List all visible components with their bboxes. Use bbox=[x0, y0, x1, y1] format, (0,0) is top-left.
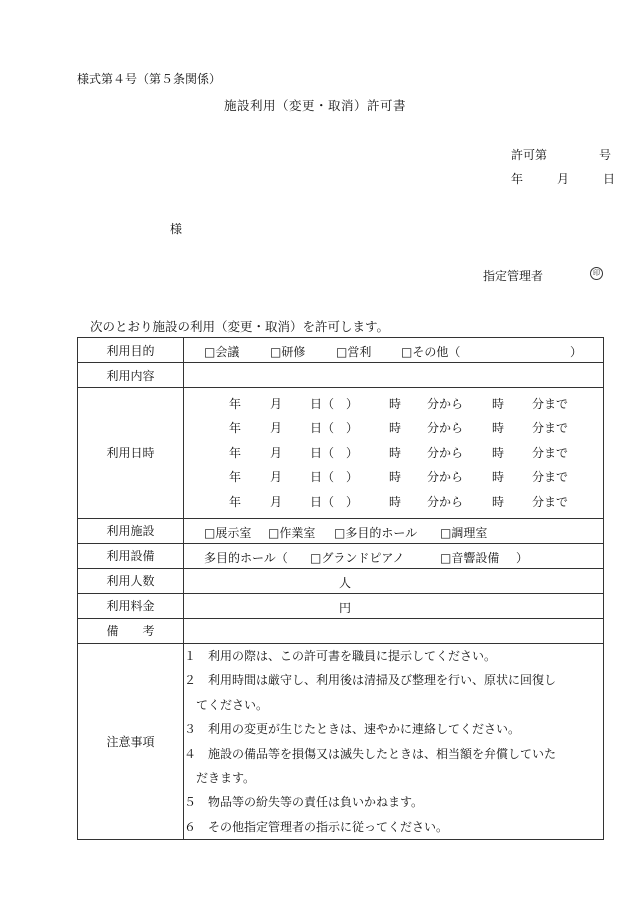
datetime-entry[interactable] bbox=[184, 392, 603, 416]
datetime-token: 時 bbox=[389, 397, 402, 411]
equipment-options bbox=[184, 543, 604, 568]
datetime-token: 年 bbox=[229, 421, 242, 436]
datetime-token: 月 bbox=[270, 470, 283, 485]
facility-option-cooking-room[interactable]: □調理室 bbox=[440, 525, 488, 540]
people-value[interactable] bbox=[184, 568, 604, 593]
content-value[interactable] bbox=[184, 363, 604, 388]
datetime-token: 時 bbox=[389, 470, 402, 485]
equipment-prefix: 多目的ホール（ bbox=[204, 550, 288, 565]
purpose-label: 利用目的 bbox=[78, 338, 184, 363]
permit-number-prefix: 許可第 bbox=[511, 148, 548, 162]
note-line: ６ その他指定管理者の指示に従ってください。 bbox=[184, 819, 449, 834]
datetime-entry[interactable] bbox=[184, 465, 603, 489]
purpose-other-close: ） bbox=[570, 345, 583, 359]
equipment-row bbox=[78, 543, 604, 568]
datetime-token: 分から bbox=[427, 494, 464, 509]
note-line: だきます。 bbox=[184, 770, 256, 785]
note-line: ２ 利用時間は厳守し、利用後は清掃及び整理を行い、原状に回復し bbox=[184, 673, 557, 688]
datetime-token: 日（ ） bbox=[310, 470, 359, 485]
fee-row bbox=[78, 593, 604, 618]
seal-mark-icon: 印 bbox=[590, 267, 603, 280]
day-label: 日 bbox=[603, 172, 616, 186]
facility-option-workroom[interactable]: □作業室 bbox=[268, 525, 316, 540]
facility-options bbox=[184, 518, 604, 543]
people-row bbox=[78, 568, 604, 593]
datetime-token: 年 bbox=[229, 470, 242, 485]
datetime-token: 分から bbox=[427, 470, 464, 485]
datetime-token: 分まで bbox=[532, 397, 569, 411]
datetime-token: 分まで bbox=[532, 421, 569, 436]
datetime-token: 年 bbox=[229, 445, 242, 460]
fee-value[interactable] bbox=[184, 593, 604, 618]
people-unit: 人 bbox=[339, 575, 352, 590]
datetime-token: 分から bbox=[427, 445, 464, 460]
purpose-option-commercial[interactable]: □営利 bbox=[336, 345, 372, 359]
note-line: ４ 施設の備品等を損傷又は滅失したときは、相当額を弁償していた bbox=[184, 746, 557, 761]
designated-manager-label: 指定管理者 bbox=[483, 269, 544, 283]
datetime-token: 日（ ） bbox=[310, 421, 359, 436]
datetime-token: 分まで bbox=[532, 494, 569, 509]
datetime-token: 月 bbox=[270, 421, 283, 436]
equipment-option-grand-piano[interactable]: □グランドピアノ bbox=[310, 550, 405, 565]
datetime-token: 分から bbox=[427, 421, 464, 436]
datetime-row bbox=[78, 388, 604, 519]
facility-row bbox=[78, 518, 604, 543]
issue-date-line bbox=[511, 170, 615, 187]
datetime-token: 月 bbox=[270, 397, 283, 411]
datetime-token: 日（ ） bbox=[310, 494, 359, 509]
note-line: ３ 利用の変更が生じたときは、速やかに連絡してください。 bbox=[184, 722, 521, 737]
datetime-token: 日（ ） bbox=[310, 445, 359, 460]
datetime-token: 月 bbox=[270, 494, 283, 509]
purpose-row bbox=[78, 338, 604, 363]
note-line: てください。 bbox=[184, 697, 269, 712]
year-label: 年 bbox=[511, 172, 524, 186]
intro-statement: 次のとおり施設の利用（変更・取消）を許可します。 bbox=[90, 319, 390, 334]
remarks-label: 備 考 bbox=[78, 618, 184, 643]
notes-label: 注意事項 bbox=[78, 643, 184, 839]
purpose-option-other[interactable]: □その他（ bbox=[401, 345, 461, 359]
datetime-entries[interactable] bbox=[184, 388, 604, 519]
notes-list bbox=[184, 643, 604, 839]
datetime-token: 時 bbox=[389, 494, 402, 509]
month-label: 月 bbox=[557, 172, 570, 186]
purpose-option-meeting[interactable]: □会議 bbox=[204, 345, 240, 359]
fee-unit: 円 bbox=[339, 600, 352, 615]
permit-number-suffix: 号 bbox=[599, 148, 612, 162]
fee-label: 利用料金 bbox=[78, 593, 184, 618]
note-line: ５ 物品等の紛失等の責任は負いかねます。 bbox=[184, 795, 424, 810]
equipment-option-sound-system[interactable]: □音響設備 bbox=[440, 550, 500, 565]
remarks-value[interactable] bbox=[184, 618, 604, 643]
datetime-token: 時 bbox=[389, 421, 402, 436]
purpose-option-training[interactable]: □研修 bbox=[270, 345, 306, 359]
purpose-options bbox=[184, 338, 604, 363]
datetime-token: 時 bbox=[492, 470, 505, 485]
content-label: 利用内容 bbox=[78, 363, 184, 388]
form-number: 様式第４号（第５条関係） bbox=[77, 72, 222, 86]
facility-label: 利用施設 bbox=[78, 518, 184, 543]
datetime-token: 時 bbox=[492, 445, 505, 460]
datetime-entry[interactable] bbox=[184, 416, 603, 440]
datetime-token: 時 bbox=[492, 397, 505, 411]
permit-number-line bbox=[511, 146, 611, 163]
datetime-token: 分から bbox=[427, 397, 464, 411]
datetime-token: 月 bbox=[270, 445, 283, 460]
datetime-token: 日（ ） bbox=[310, 397, 359, 411]
datetime-token: 年 bbox=[229, 397, 242, 411]
equipment-label: 利用設備 bbox=[78, 543, 184, 568]
facility-option-exhibition[interactable]: □展示室 bbox=[204, 525, 252, 540]
datetime-token: 時 bbox=[492, 421, 505, 436]
facility-option-multipurpose-hall[interactable]: □多目的ホール bbox=[334, 525, 418, 540]
note-line: １ 利用の際は、この許可書を職員に提示してください。 bbox=[184, 648, 497, 663]
remarks-row bbox=[78, 618, 604, 643]
addressee-honorific: 様 bbox=[170, 222, 183, 236]
datetime-token: 分まで bbox=[532, 470, 569, 485]
datetime-label: 利用日時 bbox=[78, 388, 184, 519]
datetime-entry[interactable] bbox=[184, 490, 603, 514]
content-row bbox=[78, 363, 604, 388]
datetime-token: 分まで bbox=[532, 445, 569, 460]
equipment-close: ） bbox=[516, 550, 529, 565]
notes-row bbox=[78, 643, 604, 839]
people-label: 利用人数 bbox=[78, 568, 184, 593]
datetime-token: 時 bbox=[389, 445, 402, 460]
document-title: 施設利用（変更・取消）許可書 bbox=[223, 98, 406, 113]
datetime-token: 年 bbox=[229, 494, 242, 509]
permit-table bbox=[77, 337, 604, 840]
datetime-token: 時 bbox=[492, 494, 505, 509]
datetime-entry[interactable] bbox=[184, 441, 603, 465]
